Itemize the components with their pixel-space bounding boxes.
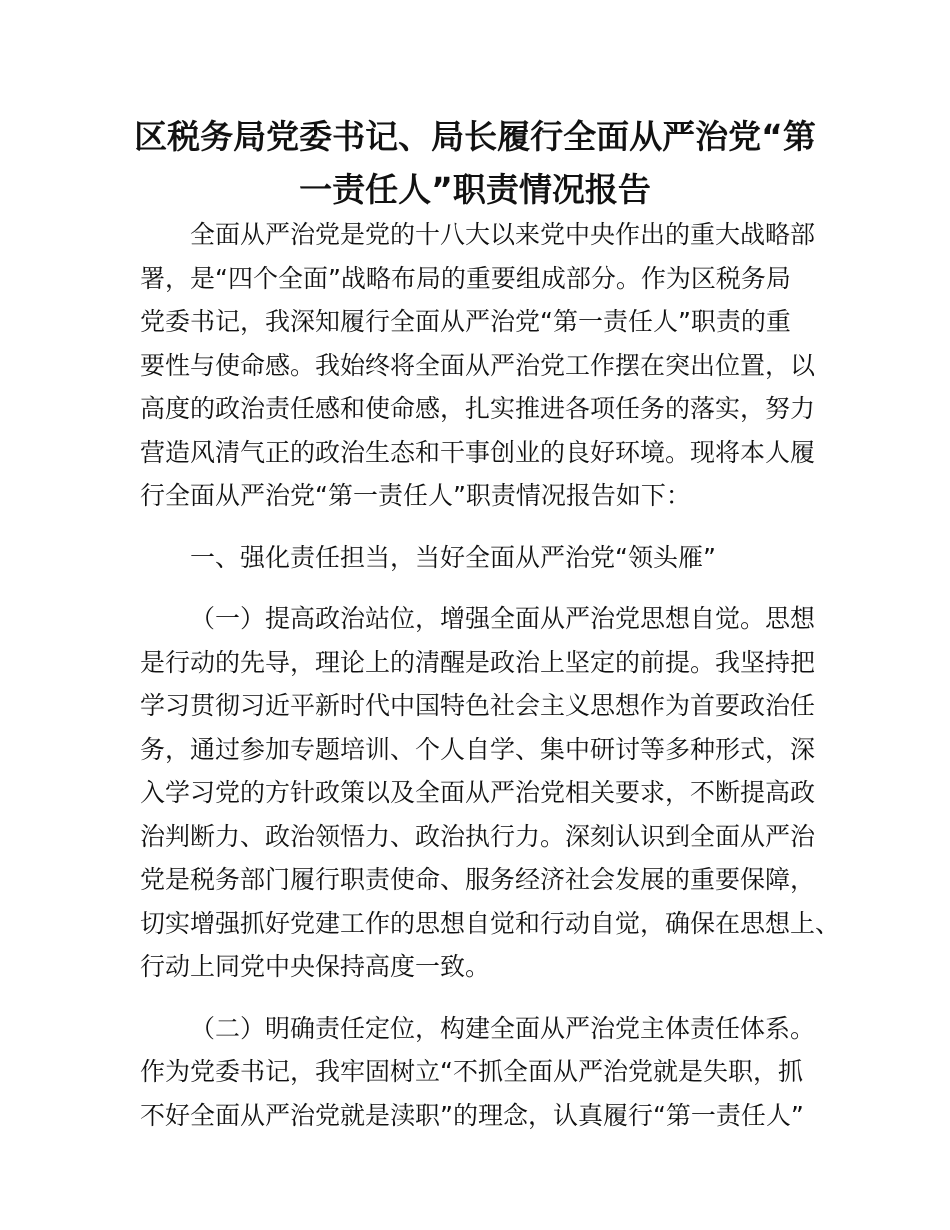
- text-line: 全面从严治党是党的十八大以来党中央作出的重大战略部: [190, 220, 816, 249]
- subsection-heading-line: （一）提高政治站位，增强全面从严治党思想自觉。思想: [190, 604, 816, 633]
- text-line: 务，通过参加专题培训、个人自学、集中研讨等多种形式，深: [140, 734, 816, 764]
- text-line: 切实增强抓好党建工作的思想自觉和行动自觉，确保在思想上、: [140, 908, 841, 938]
- text-line: 治判断力、政治领悟力、政治执行力。深刻认识到全面从严治: [140, 821, 816, 851]
- document-body: [140, 213, 841, 1137]
- section-heading: 一、强化责任担当，当好全面从严治党“领头雁”: [190, 542, 716, 572]
- text-line: 行全面从严治党“第一责任人”职责情况报告如下：: [140, 481, 691, 510]
- title-line-2: 一责任人”职责情况报告: [299, 170, 651, 209]
- text-line: 党是税务部门履行职责使命、服务经济社会发展的重要保障，: [140, 865, 816, 894]
- document-title: [120, 110, 830, 216]
- text-line: 署，是“四个全面”战略布局的重要组成部分。作为区税务局: [140, 263, 791, 293]
- text-line: 不好全面从严治党就是渎职”的理念，认真履行“第一责任人”: [140, 1100, 804, 1130]
- text-line: 是行动的先导，理论上的清醒是政治上坚定的前提。我坚持把: [140, 647, 816, 677]
- text-line: 作为党委书记，我牢固树立“不抓全面从严治党就是失职，抓: [140, 1057, 803, 1086]
- text-line: 行动上同党中央保持高度一致。: [140, 952, 491, 981]
- subsection-heading-line: （二）明确责任定位，构建全面从严治党主体责任体系。: [190, 1013, 816, 1043]
- text-line: 党委书记，我深知履行全面从严治党“第一责任人”职责的重: [140, 307, 791, 336]
- text-line: 入学习党的方针政策以及全面从严治党相关要求，不断提高政: [140, 778, 816, 807]
- text-line: 学习贯彻习近平新时代中国特色社会主义思想作为首要政治任: [140, 691, 816, 720]
- text-line: 高度的政治责任感和使命感，扎实推进各项任务的落实，努力: [140, 394, 816, 423]
- title-line-1: 区税务局党委书记、局长履行全面从严治党“第: [134, 117, 816, 156]
- text-line: 要性与使命感。我始终将全面从严治党工作摆在突出位置，以: [140, 350, 816, 380]
- text-line: 营造风清气正的政治生态和干事创业的良好环境。现将本人履: [140, 437, 816, 467]
